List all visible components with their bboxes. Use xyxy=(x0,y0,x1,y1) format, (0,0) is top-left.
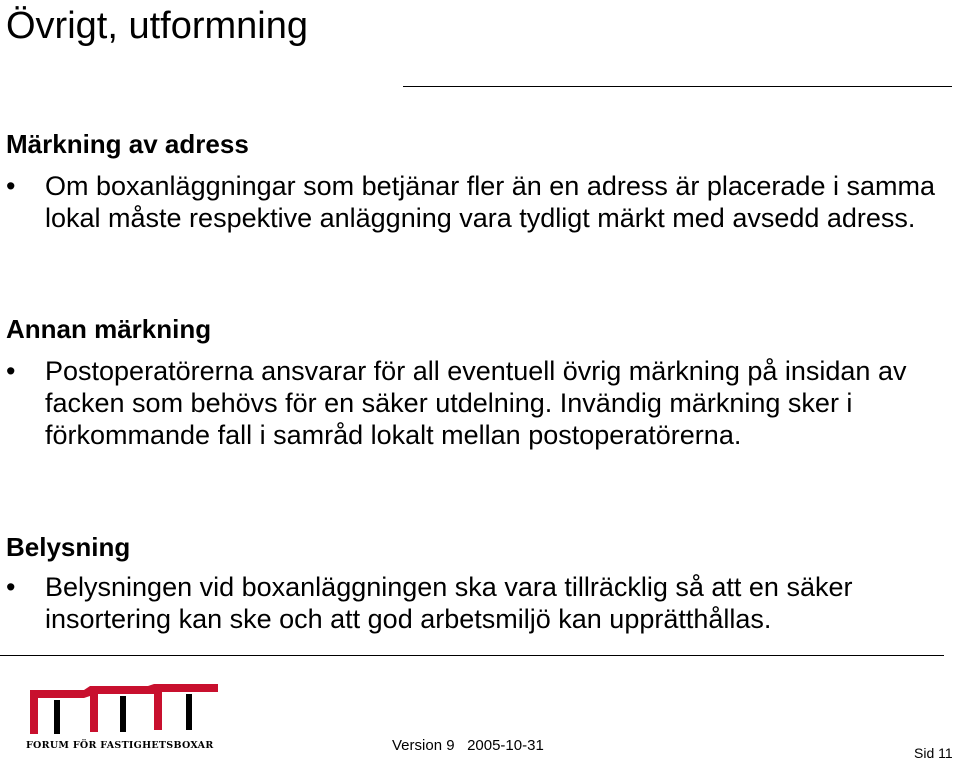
section-heading-address-marking: Märkning av adress xyxy=(6,129,249,159)
bullet-marker: • xyxy=(6,356,16,386)
bullet-marker: • xyxy=(6,171,16,201)
version-label: Version 9 xyxy=(392,737,455,754)
footer-divider xyxy=(0,655,944,656)
section-heading-lighting: Belysning xyxy=(6,532,131,562)
section-heading-other-marking: Annan märkning xyxy=(6,314,212,344)
version-date: 2005-10-31 xyxy=(467,737,544,754)
bullet-text-other-marking: Postoperatörerna ansvarar för all eventuell övrig märkning på insidan av facken som behövs för en säker utdelning. Invändig märkning sker i förkommande fall i samråd lokalt mellan postoperatörerna. xyxy=(45,356,907,450)
footer-version xyxy=(392,737,544,754)
bullet-text-lighting: Belysningen vid boxanläggningen ska vara tillräcklig så att en säker insortering kan ske och att god arbetsmiljö kan upprätthållas. xyxy=(45,572,853,634)
bullet-marker: • xyxy=(6,572,16,602)
page-number: Sid 11 xyxy=(914,745,953,761)
logo-text: FORUM FÖR FASTIGHETSBOXAR xyxy=(26,740,214,751)
bullet-text-address-marking: Om boxanläggningar som betjänar fler än en adress är placerade i samma lokal måste respektive anläggning vara tydligt märkt med avsedd adress. xyxy=(45,171,935,233)
forum-logo xyxy=(24,684,228,760)
title-divider xyxy=(403,86,952,87)
page-title: Övrigt, utformning xyxy=(6,5,308,47)
